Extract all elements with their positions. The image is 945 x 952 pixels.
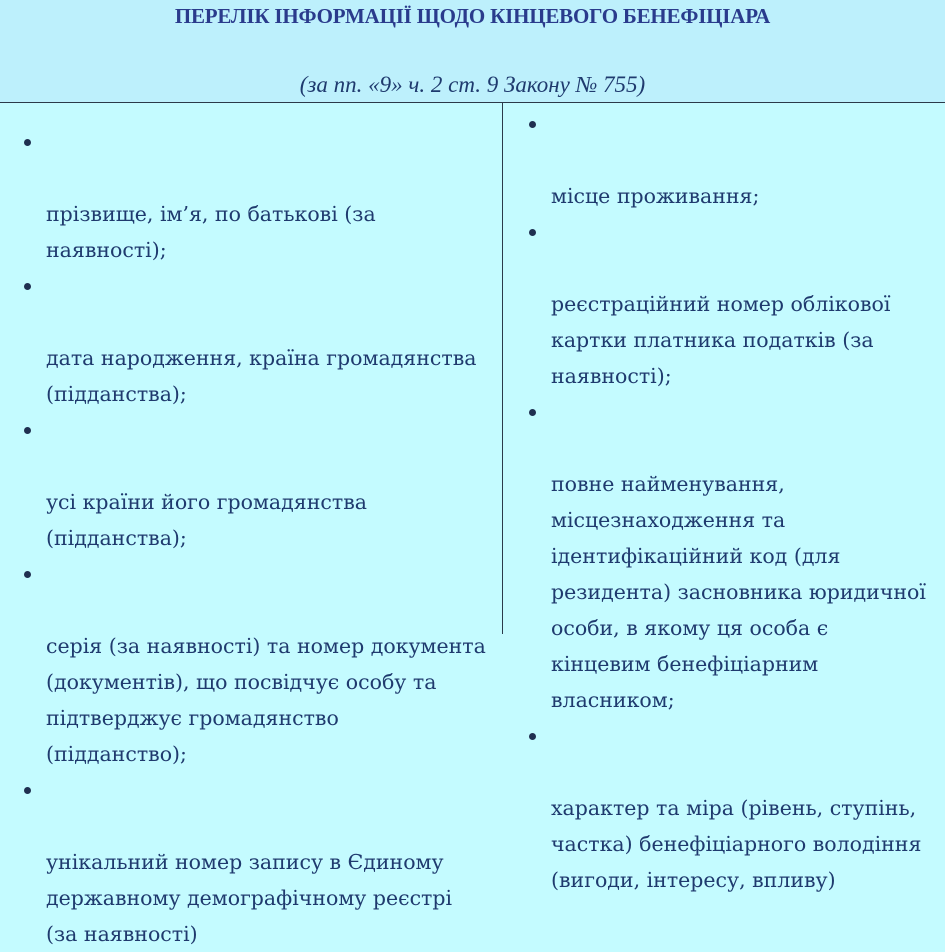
page-title: ПЕРЕЛІК ІНФОРМАЦІЇ ЩОДО КІНЦЕВОГО БЕНЕФІЦІАРА (174, 4, 771, 28)
list-item-text: місце проживання; (551, 184, 760, 208)
bullet-icon (24, 571, 31, 578)
left-column-list (22, 124, 500, 952)
list-item-text: реєстраційний номер облікової картки платника податків (за наявності); (551, 292, 891, 388)
legal-reference: (за пп. «9» ч. 2 ст. 9 Закону № 755) (299, 72, 646, 97)
list-item (22, 412, 500, 556)
list-item-text: усі країни його громадянства (підданства); (46, 490, 367, 550)
bullet-icon (529, 733, 536, 740)
list-item-text: прізвище, ім’я, по батькові (за наявності); (46, 202, 376, 262)
list-item (22, 124, 500, 268)
bullet-icon (529, 229, 536, 236)
list-item (22, 268, 500, 412)
list-item-text: характер та міра (рівень, ступінь, частка) бенефіціарного володіння (вигоди, інтересу, впливу) (551, 796, 922, 892)
bullet-icon (24, 427, 31, 434)
list-item (22, 556, 500, 772)
list-item (527, 394, 945, 718)
bullet-icon (24, 139, 31, 146)
list-item-text: унікальний номер запису в Єдиному державному демографічному реєстрі (за наявності) (46, 850, 453, 946)
column-divider (502, 103, 503, 634)
bullet-icon (24, 283, 31, 290)
list-item (527, 718, 945, 898)
list-item-text: дата народження, країна громадянства (підданства); (46, 346, 477, 406)
list-item-text: серія (за наявності) та номер документа (документів), що посвідчує особу та підтверджує громадянство (підданство); (46, 634, 486, 766)
list-item (527, 214, 945, 394)
right-column-list (527, 106, 945, 898)
list-item (527, 106, 945, 214)
bullet-icon (24, 787, 31, 794)
list-item-text: повне найменування, місцезнаходження та ідентифікаційний код (для резидента) засновника юридичної особи, в якому ця особа є кінцевим бенефіціарним власником; (551, 472, 926, 712)
list-item (22, 772, 500, 952)
bullet-icon (529, 409, 536, 416)
header-panel (0, 0, 945, 103)
bullet-icon (529, 121, 536, 128)
